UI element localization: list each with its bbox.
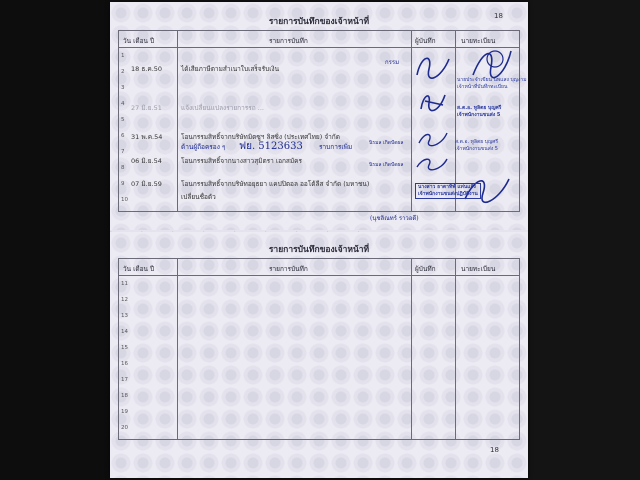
background-right	[530, 0, 640, 480]
header-recorder: ผู้บันทึก	[415, 265, 436, 273]
header-date: วัน เดือน ปี	[123, 37, 155, 45]
entry-text: เปลี่ยนชื่อตัว	[181, 193, 216, 201]
row-number: 7	[121, 149, 125, 155]
header-entry: รายการบันทึก	[269, 265, 308, 273]
entry-date: 27 มิ.ย.51	[131, 104, 162, 112]
row-number: 9	[121, 181, 125, 187]
signature-mark	[413, 127, 453, 151]
row-number: 16	[121, 361, 128, 367]
page-number: 18	[490, 446, 499, 454]
row-number: 3	[121, 85, 125, 91]
entry-text: โอนกรรมสิทธิ์จากบริษัทมิตซูฯ ลิสซิ่ง (ประเทศไทย) จำกัด	[181, 133, 340, 141]
row-number: 15	[121, 345, 128, 351]
entry-date: 31 พ.ค.54	[131, 133, 163, 141]
row-number: 18	[121, 393, 128, 399]
recorder-mark: นิรมล เกิดปัดผล	[369, 140, 404, 146]
stamp-line: ส.ต.อ. ทูลิตย บุญศรี	[457, 105, 502, 111]
handwritten-number: ฟย. 5123633	[239, 141, 303, 152]
signature-mark	[411, 49, 455, 83]
header-registrar: นายทะเบียน	[461, 265, 496, 273]
top-page	[110, 2, 528, 230]
stamp-line: นายประจำเขียน นพแสง บุญงาม	[457, 77, 527, 83]
row-number: 20	[121, 425, 128, 431]
row-number: 6	[121, 133, 125, 139]
row-number: 17	[121, 377, 128, 383]
page-title: รายการบันทึกของเจ้าหน้าที่	[268, 245, 370, 255]
row-number: 19	[121, 409, 128, 415]
background-left	[0, 0, 110, 480]
row-number: 1	[121, 53, 125, 59]
row-number: 4	[121, 101, 125, 107]
bottom-page	[110, 232, 528, 478]
row-number: 10	[121, 197, 128, 203]
bottom-signature-name: (นุชลิณทร์ ราวอดี)	[370, 215, 419, 222]
recorder-mark: กรรม	[385, 59, 400, 66]
entry-date: 07 มิ.ย.59	[131, 180, 162, 188]
stamp-line: ส.ต.อ. ทูลิตย บุญศรี	[455, 139, 499, 145]
header-date: วัน เดือน ปี	[123, 265, 155, 273]
header-recorder: ผู้บันทึก	[415, 37, 436, 45]
registration-book	[110, 2, 528, 478]
stamp-line: เจ้าพนักงานขนส่งปฏิบัติงาน	[418, 191, 478, 197]
handwritten-note: ด้านผู้ถือครอง ๆ	[181, 143, 226, 151]
header-entry: รายการบันทึก	[269, 37, 308, 45]
entry-text: แจ้งเปลี่ยนแปลงรายการรถ ...	[181, 104, 264, 112]
entry-text: โอนกรรมสิทธิ์จากนางสาวสุมิตรา เอกสมัคร	[181, 157, 303, 165]
official-stamp	[457, 105, 501, 119]
row-number: 8	[121, 165, 125, 171]
signature-mark	[415, 87, 453, 115]
stamp-line: นางสาว ธาตาทิพ์ แท่นแจ้ง	[418, 184, 476, 190]
page-number: 18	[494, 12, 503, 20]
signature-mark	[411, 151, 453, 175]
row-number: 11	[121, 281, 128, 287]
official-stamp	[457, 77, 527, 91]
stamp-line: เจ้าพนักงานขนส่ง 5	[457, 112, 501, 118]
row-number: 13	[121, 313, 128, 319]
official-stamp	[415, 183, 481, 199]
row-number: 12	[121, 297, 128, 303]
header-registrar: นายทะเบียน	[461, 37, 496, 45]
row-number: 14	[121, 329, 128, 335]
handwritten-note: ราบการเพิ่ม	[319, 143, 353, 151]
entry-date: 18 ธ.ค.50	[131, 65, 163, 73]
records-table	[118, 30, 527, 212]
stamp-line: เจ้าหน้าที่บันทึกทะเบียน	[457, 84, 508, 90]
entry-text: ได้เสียภาษีตามสำเนาใบเสร็จรับเงิน	[181, 65, 280, 73]
row-number: 5	[121, 117, 125, 123]
official-stamp	[455, 139, 498, 153]
page-title: รายการบันทึกของเจ้าหน้าที่	[268, 17, 370, 27]
stamp-line: เจ้าพนักงานขนส่ง 5	[455, 146, 498, 152]
records-table	[118, 258, 520, 440]
row-number: 2	[121, 69, 125, 75]
recorder-mark: นิรมล เกิดปัดผล	[369, 162, 404, 168]
entry-date: 06 มิ.ย.54	[131, 157, 162, 165]
signature-mark	[465, 45, 515, 81]
entry-text: โอนกรรมสิทธิ์จากบริษัทอยุธยา แคปปิตอล ออโต้ลีส จำกัด (มหาชน)	[181, 180, 370, 188]
